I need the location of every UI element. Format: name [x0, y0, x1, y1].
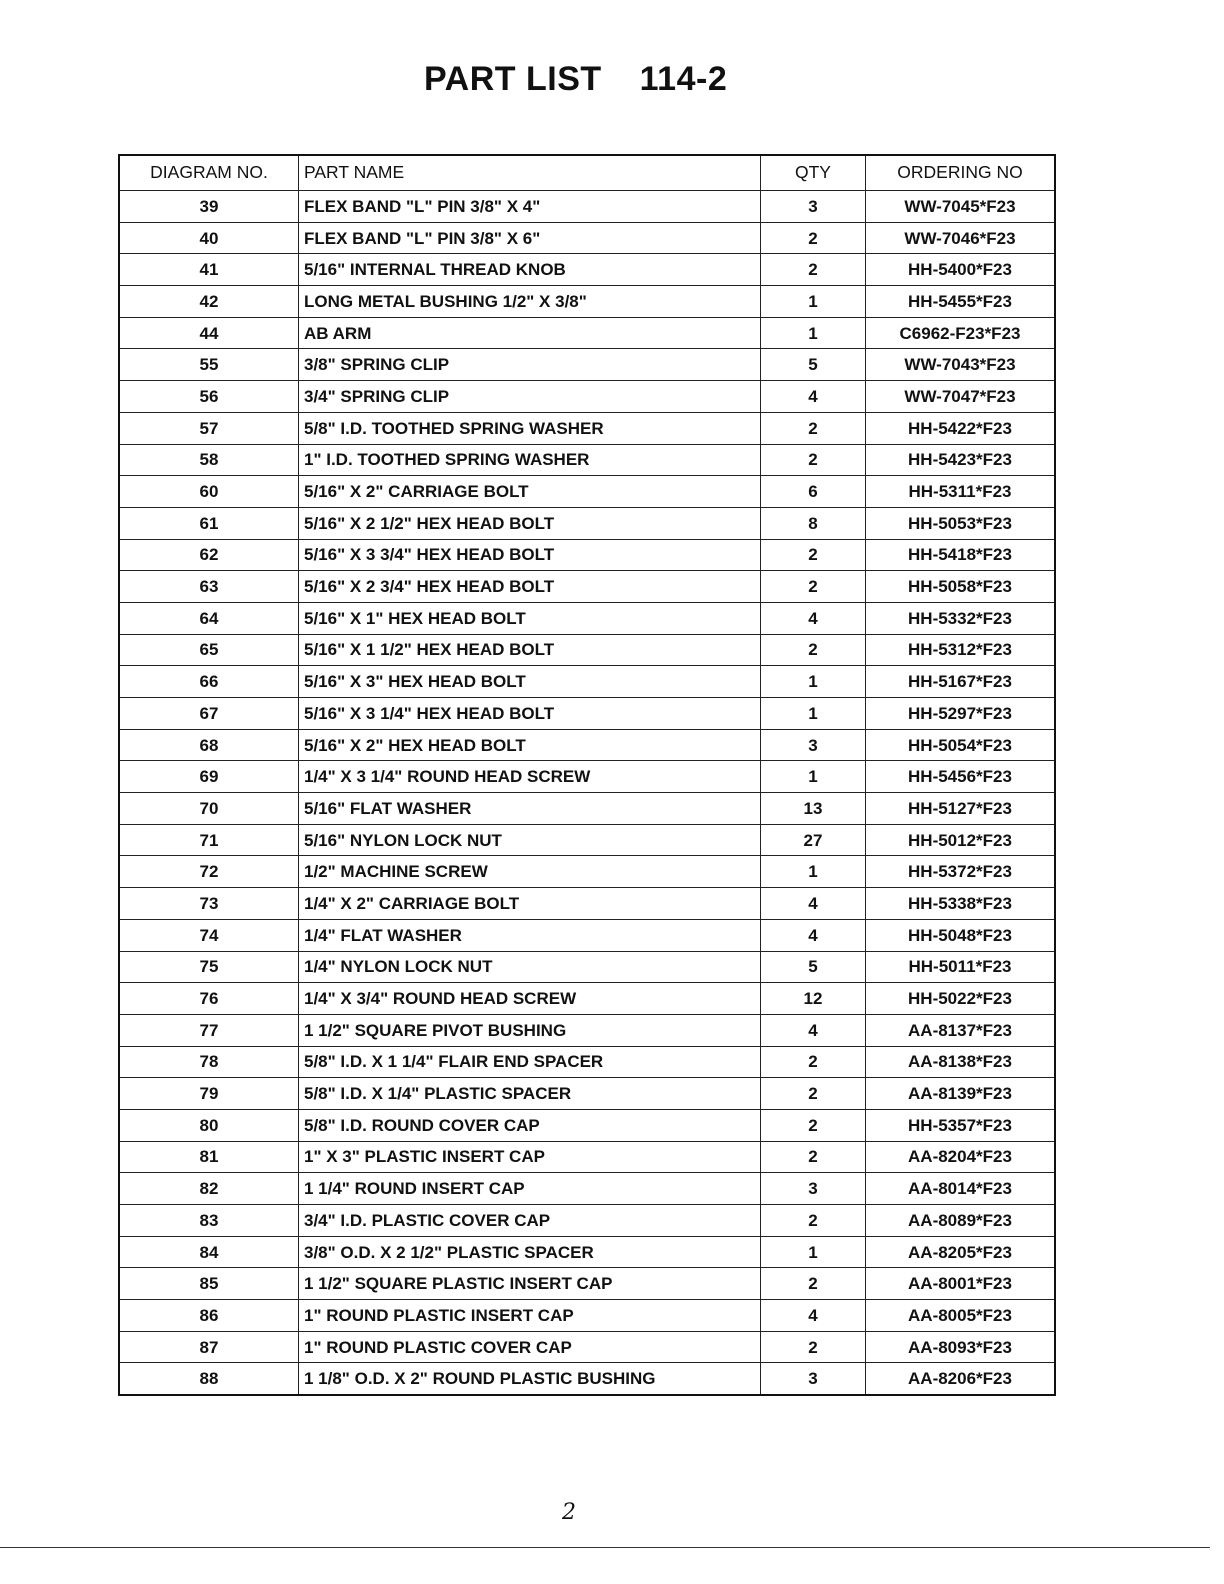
cell-ordering-no: HH-5338*F23 [866, 888, 1056, 920]
cell-diagram-no: 56 [119, 381, 299, 413]
cell-part-name: AB ARM [299, 317, 761, 349]
cell-part-name: 1" I.D. TOOTHED SPRING WASHER [299, 444, 761, 476]
cell-diagram-no: 67 [119, 698, 299, 730]
cell-qty: 2 [761, 1109, 866, 1141]
cell-diagram-no: 61 [119, 507, 299, 539]
cell-qty: 4 [761, 1300, 866, 1332]
cell-diagram-no: 86 [119, 1300, 299, 1332]
table-row [119, 1141, 1055, 1173]
cell-ordering-no: AA-8089*F23 [866, 1205, 1056, 1237]
cell-ordering-no: HH-5312*F23 [866, 634, 1056, 666]
cell-part-name: 1/4" X 3/4" ROUND HEAD SCREW [299, 983, 761, 1015]
table-row [119, 1109, 1055, 1141]
header-diagram-no: DIAGRAM NO. [119, 155, 299, 191]
cell-diagram-no: 76 [119, 983, 299, 1015]
cell-diagram-no: 65 [119, 634, 299, 666]
cell-ordering-no: HH-5311*F23 [866, 476, 1056, 508]
table-row [119, 761, 1055, 793]
parts-table [118, 154, 1056, 1396]
cell-diagram-no: 44 [119, 317, 299, 349]
cell-qty: 1 [761, 666, 866, 698]
cell-part-name: 5/8" I.D. X 1 1/4" FLAIR END SPACER [299, 1046, 761, 1078]
cell-part-name: 5/8" I.D. X 1/4" PLASTIC SPACER [299, 1078, 761, 1110]
cell-ordering-no: HH-5422*F23 [866, 412, 1056, 444]
table-row [119, 1078, 1055, 1110]
cell-ordering-no: C6962-F23*F23 [866, 317, 1056, 349]
cell-ordering-no: HH-5022*F23 [866, 983, 1056, 1015]
cell-qty: 2 [761, 1141, 866, 1173]
cell-ordering-no: HH-5048*F23 [866, 919, 1056, 951]
cell-qty: 4 [761, 888, 866, 920]
table-row [119, 317, 1055, 349]
cell-part-name: 1 1/2" SQUARE PLASTIC INSERT CAP [299, 1268, 761, 1300]
table-row [119, 1268, 1055, 1300]
cell-ordering-no: AA-8093*F23 [866, 1331, 1056, 1363]
cell-qty: 3 [761, 1173, 866, 1205]
table-row [119, 539, 1055, 571]
table-row [119, 729, 1055, 761]
cell-ordering-no: HH-5297*F23 [866, 698, 1056, 730]
table-row [119, 191, 1055, 223]
cell-diagram-no: 64 [119, 602, 299, 634]
table-row [119, 507, 1055, 539]
header-ordering-no: ORDERING NO [866, 155, 1056, 191]
footer-rule [0, 1547, 1210, 1548]
cell-diagram-no: 71 [119, 824, 299, 856]
cell-diagram-no: 60 [119, 476, 299, 508]
cell-ordering-no: HH-5455*F23 [866, 286, 1056, 318]
cell-qty: 8 [761, 507, 866, 539]
cell-ordering-no: AA-8138*F23 [866, 1046, 1056, 1078]
cell-qty: 2 [761, 1205, 866, 1237]
cell-qty: 2 [761, 571, 866, 603]
cell-diagram-no: 85 [119, 1268, 299, 1300]
cell-ordering-no: HH-5053*F23 [866, 507, 1056, 539]
cell-qty: 1 [761, 286, 866, 318]
cell-qty: 27 [761, 824, 866, 856]
cell-part-name: 3/4" I.D. PLASTIC COVER CAP [299, 1205, 761, 1237]
cell-part-name: 3/8" O.D. X 2 1/2" PLASTIC SPACER [299, 1236, 761, 1268]
table-row [119, 444, 1055, 476]
table-row [119, 634, 1055, 666]
table-row [119, 254, 1055, 286]
cell-ordering-no: AA-8204*F23 [866, 1141, 1056, 1173]
cell-qty: 2 [761, 444, 866, 476]
table-row [119, 349, 1055, 381]
table-row [119, 1014, 1055, 1046]
table-row [119, 919, 1055, 951]
cell-ordering-no: HH-5418*F23 [866, 539, 1056, 571]
cell-diagram-no: 82 [119, 1173, 299, 1205]
cell-diagram-no: 70 [119, 793, 299, 825]
cell-qty: 3 [761, 191, 866, 223]
cell-qty: 2 [761, 1331, 866, 1363]
cell-qty: 1 [761, 856, 866, 888]
table-row [119, 1300, 1055, 1332]
cell-qty: 4 [761, 919, 866, 951]
cell-part-name: FLEX BAND "L" PIN 3/8" X 4" [299, 191, 761, 223]
cell-ordering-no: WW-7047*F23 [866, 381, 1056, 413]
cell-diagram-no: 88 [119, 1363, 299, 1395]
cell-diagram-no: 40 [119, 222, 299, 254]
cell-diagram-no: 62 [119, 539, 299, 571]
cell-ordering-no: HH-5423*F23 [866, 444, 1056, 476]
cell-ordering-no: AA-8205*F23 [866, 1236, 1056, 1268]
model-number: 114-2 [639, 60, 728, 98]
cell-ordering-no: HH-5372*F23 [866, 856, 1056, 888]
cell-qty: 3 [761, 1363, 866, 1395]
cell-diagram-no: 69 [119, 761, 299, 793]
cell-diagram-no: 41 [119, 254, 299, 286]
cell-qty: 2 [761, 634, 866, 666]
cell-part-name: 5/16" INTERNAL THREAD KNOB [299, 254, 761, 286]
cell-ordering-no: WW-7046*F23 [866, 222, 1056, 254]
table-row [119, 856, 1055, 888]
cell-qty: 2 [761, 1268, 866, 1300]
cell-part-name: 3/8" SPRING CLIP [299, 349, 761, 381]
cell-part-name: 5/16" FLAT WASHER [299, 793, 761, 825]
table-row [119, 286, 1055, 318]
cell-part-name: 1" ROUND PLASTIC INSERT CAP [299, 1300, 761, 1332]
cell-part-name: FLEX BAND "L" PIN 3/8" X 6" [299, 222, 761, 254]
cell-diagram-no: 58 [119, 444, 299, 476]
table-row [119, 1205, 1055, 1237]
cell-qty: 3 [761, 729, 866, 761]
cell-diagram-no: 57 [119, 412, 299, 444]
cell-ordering-no: HH-5011*F23 [866, 951, 1056, 983]
cell-diagram-no: 81 [119, 1141, 299, 1173]
cell-qty: 5 [761, 951, 866, 983]
cell-diagram-no: 80 [119, 1109, 299, 1141]
cell-qty: 2 [761, 412, 866, 444]
cell-qty: 2 [761, 1046, 866, 1078]
table-row [119, 476, 1055, 508]
cell-ordering-no: HH-5456*F23 [866, 761, 1056, 793]
table-header-row [119, 155, 1055, 191]
cell-qty: 6 [761, 476, 866, 508]
table-row [119, 381, 1055, 413]
cell-qty: 2 [761, 222, 866, 254]
cell-diagram-no: 66 [119, 666, 299, 698]
cell-ordering-no: WW-7043*F23 [866, 349, 1056, 381]
cell-diagram-no: 73 [119, 888, 299, 920]
cell-diagram-no: 83 [119, 1205, 299, 1237]
parts-table-body [119, 191, 1055, 1396]
cell-part-name: 5/8" I.D. ROUND COVER CAP [299, 1109, 761, 1141]
cell-part-name: 1/4" X 2" CARRIAGE BOLT [299, 888, 761, 920]
cell-qty: 13 [761, 793, 866, 825]
cell-diagram-no: 74 [119, 919, 299, 951]
cell-part-name: 5/16" X 2 1/2" HEX HEAD BOLT [299, 507, 761, 539]
cell-diagram-no: 55 [119, 349, 299, 381]
cell-part-name: 5/16" X 3 1/4" HEX HEAD BOLT [299, 698, 761, 730]
cell-ordering-no: HH-5058*F23 [866, 571, 1056, 603]
cell-ordering-no: AA-8014*F23 [866, 1173, 1056, 1205]
table-row [119, 698, 1055, 730]
table-row [119, 951, 1055, 983]
cell-diagram-no: 84 [119, 1236, 299, 1268]
cell-diagram-no: 72 [119, 856, 299, 888]
header-qty: QTY [761, 155, 866, 191]
cell-part-name: 5/16" X 2 3/4" HEX HEAD BOLT [299, 571, 761, 603]
cell-qty: 1 [761, 761, 866, 793]
cell-diagram-no: 39 [119, 191, 299, 223]
cell-qty: 1 [761, 698, 866, 730]
table-row [119, 1173, 1055, 1205]
cell-ordering-no: HH-5357*F23 [866, 1109, 1056, 1141]
table-row [119, 412, 1055, 444]
table-row [119, 571, 1055, 603]
cell-part-name: 5/16" NYLON LOCK NUT [299, 824, 761, 856]
table-row [119, 983, 1055, 1015]
cell-part-name: 5/16" X 1 1/2" HEX HEAD BOLT [299, 634, 761, 666]
cell-qty: 1 [761, 317, 866, 349]
page-title [424, 60, 727, 99]
table-row [119, 793, 1055, 825]
cell-qty: 1 [761, 1236, 866, 1268]
cell-part-name: 1/4" FLAT WASHER [299, 919, 761, 951]
cell-part-name: 1 1/2" SQUARE PIVOT BUSHING [299, 1014, 761, 1046]
cell-part-name: 1/4" X 3 1/4" ROUND HEAD SCREW [299, 761, 761, 793]
cell-ordering-no: AA-8001*F23 [866, 1268, 1056, 1300]
cell-part-name: 5/16" X 1" HEX HEAD BOLT [299, 602, 761, 634]
cell-part-name: 5/8" I.D. TOOTHED SPRING WASHER [299, 412, 761, 444]
cell-diagram-no: 78 [119, 1046, 299, 1078]
cell-diagram-no: 75 [119, 951, 299, 983]
table-row [119, 222, 1055, 254]
cell-qty: 4 [761, 1014, 866, 1046]
cell-diagram-no: 77 [119, 1014, 299, 1046]
cell-ordering-no: AA-8137*F23 [866, 1014, 1056, 1046]
cell-part-name: 1/2" MACHINE SCREW [299, 856, 761, 888]
cell-part-name: LONG METAL BUSHING 1/2" X 3/8" [299, 286, 761, 318]
cell-ordering-no: HH-5012*F23 [866, 824, 1056, 856]
cell-ordering-no: WW-7045*F23 [866, 191, 1056, 223]
cell-qty: 2 [761, 254, 866, 286]
cell-qty: 5 [761, 349, 866, 381]
cell-qty: 12 [761, 983, 866, 1015]
cell-ordering-no: HH-5127*F23 [866, 793, 1056, 825]
cell-part-name: 5/16" X 2" CARRIAGE BOLT [299, 476, 761, 508]
cell-diagram-no: 42 [119, 286, 299, 318]
cell-diagram-no: 63 [119, 571, 299, 603]
table-row [119, 888, 1055, 920]
cell-diagram-no: 79 [119, 1078, 299, 1110]
table-row [119, 824, 1055, 856]
cell-qty: 4 [761, 602, 866, 634]
cell-ordering-no: AA-8005*F23 [866, 1300, 1056, 1332]
table-row [119, 602, 1055, 634]
cell-part-name: 5/16" X 3" HEX HEAD BOLT [299, 666, 761, 698]
title-text: PART LIST [424, 60, 602, 98]
cell-ordering-no: AA-8139*F23 [866, 1078, 1056, 1110]
cell-ordering-no: HH-5400*F23 [866, 254, 1056, 286]
cell-diagram-no: 68 [119, 729, 299, 761]
cell-part-name: 1" X 3" PLASTIC INSERT CAP [299, 1141, 761, 1173]
cell-part-name: 1/4" NYLON LOCK NUT [299, 951, 761, 983]
cell-ordering-no: HH-5167*F23 [866, 666, 1056, 698]
cell-diagram-no: 87 [119, 1331, 299, 1363]
cell-part-name: 3/4" SPRING CLIP [299, 381, 761, 413]
page-number: 2 [562, 1500, 576, 1525]
cell-part-name: 5/16" X 3 3/4" HEX HEAD BOLT [299, 539, 761, 571]
cell-ordering-no: HH-5054*F23 [866, 729, 1056, 761]
cell-part-name: 1 1/8" O.D. X 2" ROUND PLASTIC BUSHING [299, 1363, 761, 1395]
cell-qty: 2 [761, 1078, 866, 1110]
header-part-name: PART NAME [299, 155, 761, 191]
cell-part-name: 1 1/4" ROUND INSERT CAP [299, 1173, 761, 1205]
cell-qty: 4 [761, 381, 866, 413]
table-row [119, 1046, 1055, 1078]
cell-ordering-no: AA-8206*F23 [866, 1363, 1056, 1395]
table-row [119, 1236, 1055, 1268]
cell-qty: 2 [761, 539, 866, 571]
cell-ordering-no: HH-5332*F23 [866, 602, 1056, 634]
cell-part-name: 1" ROUND PLASTIC COVER CAP [299, 1331, 761, 1363]
table-row [119, 666, 1055, 698]
table-row [119, 1363, 1055, 1395]
table-row [119, 1331, 1055, 1363]
cell-part-name: 5/16" X 2" HEX HEAD BOLT [299, 729, 761, 761]
